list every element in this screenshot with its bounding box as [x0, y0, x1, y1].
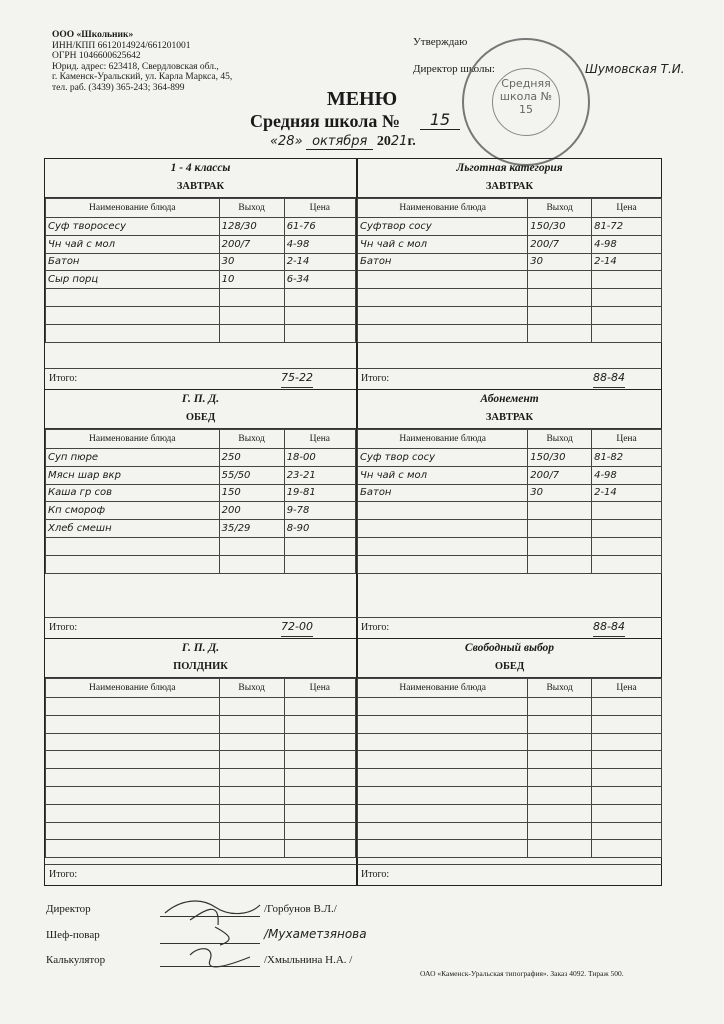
table-row [358, 218, 662, 236]
col-out-header: Выход [528, 199, 592, 218]
menu-table [357, 198, 662, 343]
col-name-header: Наименование блюда [358, 199, 528, 218]
table-row [358, 804, 662, 822]
table-row [358, 484, 662, 502]
cell-out: 150/30 [528, 449, 592, 467]
cell-out: 200/7 [528, 466, 592, 484]
cell-name: Суф твор сосу [358, 449, 528, 467]
cell-price [592, 324, 662, 342]
menu-block [357, 389, 662, 638]
block-title: Г. П. Д. [181, 393, 220, 405]
table-row [358, 306, 662, 324]
cell-out [219, 733, 284, 751]
menu-block [357, 159, 662, 389]
cell-price [592, 751, 662, 769]
table-row [46, 271, 356, 289]
cell-price: 4-98 [592, 466, 662, 484]
calculator-name: /Хмыльнина Н.А. / [264, 954, 353, 966]
cell-out: 150/30 [528, 218, 592, 236]
cell-name [358, 324, 528, 342]
school-stamp: Средняя школа № 15 [492, 68, 560, 136]
menu-table [45, 678, 356, 858]
cell-out [528, 786, 592, 804]
cell-price [592, 537, 662, 555]
cell-price [592, 804, 662, 822]
cell-name [46, 822, 220, 840]
total-value: 88-84 [593, 618, 625, 637]
cell-price [284, 804, 355, 822]
table-row [358, 537, 662, 555]
menu-block [45, 159, 356, 389]
block-meal: ЗАВТРАК [176, 181, 225, 192]
page-title: МЕНЮ [326, 88, 398, 110]
cell-out [528, 769, 592, 787]
cell-out [528, 698, 592, 716]
approve-label: Утверждаю [413, 36, 468, 48]
cell-name [358, 751, 528, 769]
cell-name [46, 537, 220, 555]
table-row [358, 520, 662, 538]
total-row [45, 864, 356, 885]
cell-name [46, 289, 220, 307]
total-label: Итого: [49, 869, 78, 880]
date-year-prefix: 20 [376, 134, 391, 149]
table-row [46, 822, 356, 840]
cell-out [219, 786, 284, 804]
table-row [358, 769, 662, 787]
col-price-header: Цена [592, 199, 662, 218]
cell-name [358, 822, 528, 840]
cell-out [528, 555, 592, 573]
col-price-header: Цена [284, 679, 355, 698]
cell-out [528, 804, 592, 822]
block-header [357, 159, 662, 198]
cell-price: 18-00 [284, 449, 355, 467]
cell-name [46, 786, 220, 804]
date-suffix: г. [407, 134, 416, 149]
cell-price [284, 840, 355, 858]
cell-out [528, 733, 592, 751]
table-row [358, 253, 662, 271]
cell-price [284, 289, 355, 307]
cell-price: 9-78 [284, 502, 355, 520]
handwritten-signatures [160, 895, 270, 975]
cell-name [358, 698, 528, 716]
table-row [46, 235, 356, 253]
cell-name [46, 733, 220, 751]
cell-out: 30 [528, 484, 592, 502]
cell-name [358, 537, 528, 555]
table-row [46, 502, 356, 520]
school-number: 15 [420, 110, 460, 130]
cell-price: 81-72 [592, 218, 662, 236]
cell-price [592, 555, 662, 573]
col-price-header: Цена [284, 199, 355, 218]
cell-out [528, 520, 592, 538]
table-row [358, 786, 662, 804]
cell-name [358, 271, 528, 289]
total-row [45, 617, 356, 638]
cell-price [592, 698, 662, 716]
total-value: 72-00 [281, 618, 313, 637]
menu-table [45, 429, 356, 574]
cell-price [284, 555, 355, 573]
block-meal: ОБЕД [494, 661, 525, 672]
total-row [357, 617, 662, 638]
block-header [357, 639, 662, 678]
cell-name [358, 306, 528, 324]
cell-out [219, 324, 284, 342]
cell-out [528, 537, 592, 555]
table-row [46, 306, 356, 324]
cell-name: Хлеб смешн [46, 520, 220, 538]
cell-out [219, 698, 284, 716]
cell-out [219, 822, 284, 840]
col-name-header: Наименование блюда [46, 199, 220, 218]
table-header-row [358, 199, 662, 218]
table-row [358, 698, 662, 716]
cell-name: Чн чай с мол [358, 235, 528, 253]
cell-price [284, 324, 355, 342]
cell-price [592, 840, 662, 858]
cell-out [219, 715, 284, 733]
cell-out [219, 306, 284, 324]
menu-block [45, 389, 356, 638]
cell-name [358, 733, 528, 751]
total-label: Итого: [49, 373, 78, 384]
cell-out: 35/29 [219, 520, 284, 538]
table-row [358, 733, 662, 751]
cell-name [46, 751, 220, 769]
cell-out: 200/7 [219, 235, 284, 253]
block-meal: ЗАВТРАК [485, 412, 534, 423]
table-row [46, 466, 356, 484]
cell-out: 10 [219, 271, 284, 289]
menu-table [357, 678, 662, 858]
menu-grid [44, 158, 662, 886]
table-row [46, 449, 356, 467]
block-header [45, 390, 356, 429]
col-name-header: Наименование блюда [358, 679, 528, 698]
cell-out [528, 289, 592, 307]
table-row [358, 555, 662, 573]
cell-out: 200/7 [528, 235, 592, 253]
table-row [46, 804, 356, 822]
total-label: Итого: [361, 373, 390, 384]
cell-price: 2-14 [284, 253, 355, 271]
table-row [358, 289, 662, 307]
date-day: «28» [270, 134, 303, 149]
cell-price [592, 769, 662, 787]
cell-price [592, 786, 662, 804]
cell-name [46, 769, 220, 787]
cell-price: 23-21 [284, 466, 355, 484]
total-value: 75-22 [281, 369, 313, 388]
table-row [46, 218, 356, 236]
cell-out: 128/30 [219, 218, 284, 236]
cell-price: 4-98 [592, 235, 662, 253]
cell-name [358, 289, 528, 307]
cell-name [46, 306, 220, 324]
table-row [46, 733, 356, 751]
calculator-label: Калькулятор [46, 954, 106, 966]
table-header-row [46, 199, 356, 218]
table-row [358, 822, 662, 840]
cell-price [284, 537, 355, 555]
table-row [46, 555, 356, 573]
table-row [46, 520, 356, 538]
col-name-header: Наименование блюда [358, 430, 528, 449]
block-meal: ЗАВТРАК [485, 181, 534, 192]
org-name: ООО «Школьник» [52, 30, 134, 40]
cell-price [592, 733, 662, 751]
cell-name: Сыр порц [46, 271, 220, 289]
cell-out [528, 502, 592, 520]
cell-name: Чн чай с мол [358, 466, 528, 484]
total-row [357, 368, 662, 389]
date-month: октября [306, 134, 373, 150]
cell-price [592, 520, 662, 538]
menu-block [357, 638, 662, 885]
cell-price: 2-14 [592, 484, 662, 502]
cell-price: 8-90 [284, 520, 355, 538]
cell-price: 19-81 [284, 484, 355, 502]
cell-out: 55/50 [219, 466, 284, 484]
cell-price [284, 822, 355, 840]
table-row [46, 253, 356, 271]
cell-name [46, 840, 220, 858]
cell-out [219, 840, 284, 858]
organization-info [52, 30, 232, 93]
block-title: Льготная категория [456, 162, 563, 174]
table-row [46, 715, 356, 733]
cell-price [284, 698, 355, 716]
table-row [358, 449, 662, 467]
cell-price [284, 786, 355, 804]
chef-name: /Мухаметзянова [264, 927, 367, 941]
cell-out [528, 306, 592, 324]
cell-name [358, 786, 528, 804]
org-inn: ИНН/КПП 6612014924/661201001 [52, 40, 191, 51]
cell-out [528, 271, 592, 289]
table-header-row [358, 430, 662, 449]
block-header [357, 390, 662, 429]
total-label: Итого: [49, 622, 78, 633]
cell-price [284, 751, 355, 769]
cell-name [46, 555, 220, 573]
table-row [358, 840, 662, 858]
table-row [358, 715, 662, 733]
block-header [45, 159, 356, 198]
cell-name [46, 804, 220, 822]
table-header-row [358, 679, 662, 698]
cell-price [284, 733, 355, 751]
director-label: Директор [46, 903, 91, 915]
cell-name [358, 555, 528, 573]
cell-out [219, 289, 284, 307]
cell-price [592, 502, 662, 520]
cell-name: Мясн шар вкр [46, 466, 220, 484]
table-row [46, 769, 356, 787]
cell-price [284, 715, 355, 733]
table-row [46, 324, 356, 342]
cell-price [592, 289, 662, 307]
table-row [46, 484, 356, 502]
table-row [358, 235, 662, 253]
cell-name: Каша гр сов [46, 484, 220, 502]
table-row [46, 751, 356, 769]
cell-out [219, 804, 284, 822]
cell-name: Суфтвор сосу [358, 218, 528, 236]
block-meal: ПОЛДНИК [173, 661, 228, 672]
school-subtitle: Средняя школа № [250, 111, 400, 131]
chef-label: Шеф-повар [46, 929, 100, 941]
cell-out [528, 751, 592, 769]
cell-out [219, 555, 284, 573]
col-price-header: Цена [592, 430, 662, 449]
block-title: 1 - 4 классы [170, 162, 231, 174]
date-year: 21 [390, 134, 408, 149]
cell-price: 4-98 [284, 235, 355, 253]
menu-date [270, 134, 416, 150]
cell-out [219, 769, 284, 787]
org-ogrn: ОГРН 1046600625642 [52, 51, 141, 61]
menu-table [357, 429, 662, 574]
cell-name [358, 769, 528, 787]
total-row [357, 864, 662, 885]
director-school-label: Директор школы: [413, 63, 495, 75]
org-address-2: г. Каменск-Уральский, ул. Карла Маркса, 45, [52, 72, 233, 82]
cell-price [592, 306, 662, 324]
cell-price [592, 822, 662, 840]
cell-out [528, 324, 592, 342]
table-row [46, 537, 356, 555]
cell-name: Кп смороф [46, 502, 220, 520]
printer-footer: ОАО «Каменск-Уральская типография». Заказ 4092. Тираж 500. [420, 969, 624, 978]
table-row [358, 324, 662, 342]
cell-price [284, 306, 355, 324]
cell-name [358, 715, 528, 733]
cell-out [219, 537, 284, 555]
cell-name: Батон [358, 484, 528, 502]
cell-out [528, 715, 592, 733]
menu-block [45, 638, 356, 885]
cell-price [592, 271, 662, 289]
block-header [45, 639, 356, 678]
org-address-1: Юрид. адрес: 623418, Свердловская обл., [52, 61, 219, 72]
cell-name [46, 715, 220, 733]
cell-out: 150 [219, 484, 284, 502]
total-label: Итого: [361, 869, 390, 880]
cell-name: Чн чай с мол [46, 235, 220, 253]
table-row [46, 698, 356, 716]
col-out-header: Выход [219, 199, 284, 218]
total-value: 88-84 [593, 369, 625, 388]
block-title: Свободный выбор [464, 642, 555, 654]
cell-out: 30 [528, 253, 592, 271]
cell-name [358, 840, 528, 858]
table-row [358, 502, 662, 520]
table-row [46, 786, 356, 804]
cell-name: Батон [358, 253, 528, 271]
director-school-signature: Шумовская Т.И. [585, 62, 685, 76]
col-price-header: Цена [592, 679, 662, 698]
cell-name [46, 324, 220, 342]
cell-name [358, 804, 528, 822]
table-row [46, 840, 356, 858]
block-title: Абонемент [480, 393, 539, 405]
cell-name: Суф творосесу [46, 218, 220, 236]
cell-name [358, 502, 528, 520]
cell-name: Батон [46, 253, 220, 271]
col-out-header: Выход [219, 430, 284, 449]
total-label: Итого: [361, 622, 390, 633]
cell-out [219, 751, 284, 769]
cell-price [284, 769, 355, 787]
col-name-header: Наименование блюда [46, 430, 220, 449]
table-header-row [46, 679, 356, 698]
total-row [45, 368, 356, 389]
table-row [358, 466, 662, 484]
col-price-header: Цена [284, 430, 355, 449]
col-out-header: Выход [528, 430, 592, 449]
cell-price: 61-76 [284, 218, 355, 236]
cell-out: 200 [219, 502, 284, 520]
cell-name [46, 698, 220, 716]
table-header-row [46, 430, 356, 449]
org-phone: тел. раб. (3439) 365-243; 364-899 [52, 82, 185, 93]
block-meal: ОБЕД [185, 412, 216, 423]
table-row [358, 271, 662, 289]
col-name-header: Наименование блюда [46, 679, 220, 698]
cell-price: 2-14 [592, 253, 662, 271]
col-out-header: Выход [219, 679, 284, 698]
cell-out: 250 [219, 449, 284, 467]
col-out-header: Выход [528, 679, 592, 698]
cell-price [592, 715, 662, 733]
cell-out [528, 840, 592, 858]
table-row [46, 289, 356, 307]
cell-price: 81-82 [592, 449, 662, 467]
table-row [358, 751, 662, 769]
block-title: Г. П. Д. [181, 642, 220, 654]
cell-price: 6-34 [284, 271, 355, 289]
cell-name: Суп пюре [46, 449, 220, 467]
cell-out: 30 [219, 253, 284, 271]
director-name: /Горбунов В.Л./ [264, 903, 337, 915]
cell-name [358, 520, 528, 538]
menu-table [45, 198, 356, 343]
cell-out [528, 822, 592, 840]
